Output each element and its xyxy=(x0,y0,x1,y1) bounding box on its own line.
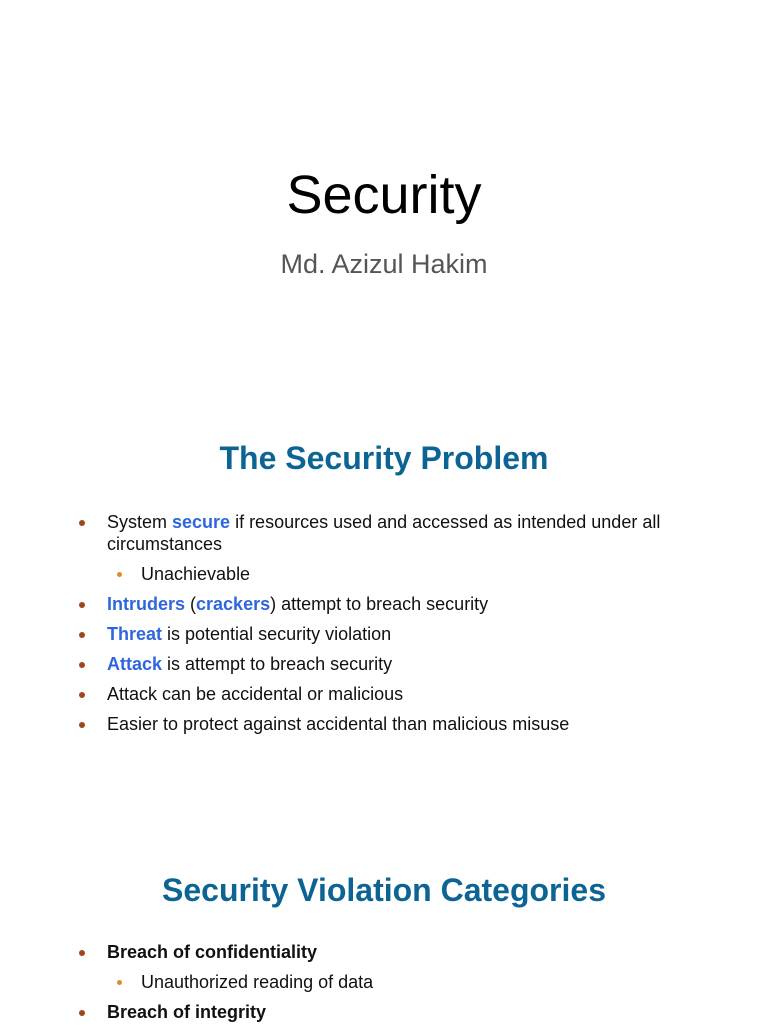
presentation-title: Security xyxy=(286,165,482,225)
list-item xyxy=(0,653,768,675)
bullet-text: ) attempt to breach security xyxy=(270,594,489,614)
list-item: Easier to protect against accidental than malicious misuse xyxy=(0,713,768,735)
bullet-text: ( xyxy=(185,594,197,614)
slide-heading: Security Violation Categories xyxy=(162,872,606,908)
keyword-threat: Threat xyxy=(107,624,163,644)
keyword-crackers: crackers xyxy=(196,594,271,614)
keyword-secure: secure xyxy=(172,512,231,532)
sub-list-item: Unachievable xyxy=(0,563,768,585)
bullet-list xyxy=(0,941,768,1031)
bullet-text: System xyxy=(107,512,173,532)
bullet-text: if resources used and accessed as intended under all circumstances xyxy=(107,512,661,554)
slide-violation-categories xyxy=(0,810,768,1024)
list-item xyxy=(0,511,768,555)
slide-heading: The Security Problem xyxy=(219,440,549,476)
list-item: Attack can be accidental or malicious xyxy=(0,683,768,705)
list-item: Breach of confidentiality xyxy=(0,941,768,963)
slide-security-problem xyxy=(0,380,768,790)
bullet-text: is potential security violation xyxy=(162,624,392,644)
keyword-attack: Attack xyxy=(107,654,163,674)
bullet-text: is attempt to breach security xyxy=(162,654,393,674)
list-item: Breach of integrity xyxy=(0,1001,768,1023)
bullet-list xyxy=(0,511,768,743)
sub-list-item: Unauthorized reading of data xyxy=(0,971,768,993)
keyword-intruders: Intruders xyxy=(107,594,186,614)
list-item xyxy=(0,623,768,645)
list-item xyxy=(0,593,768,615)
author-name: Md. Azizul Hakim xyxy=(280,249,488,279)
title-slide xyxy=(0,0,768,360)
